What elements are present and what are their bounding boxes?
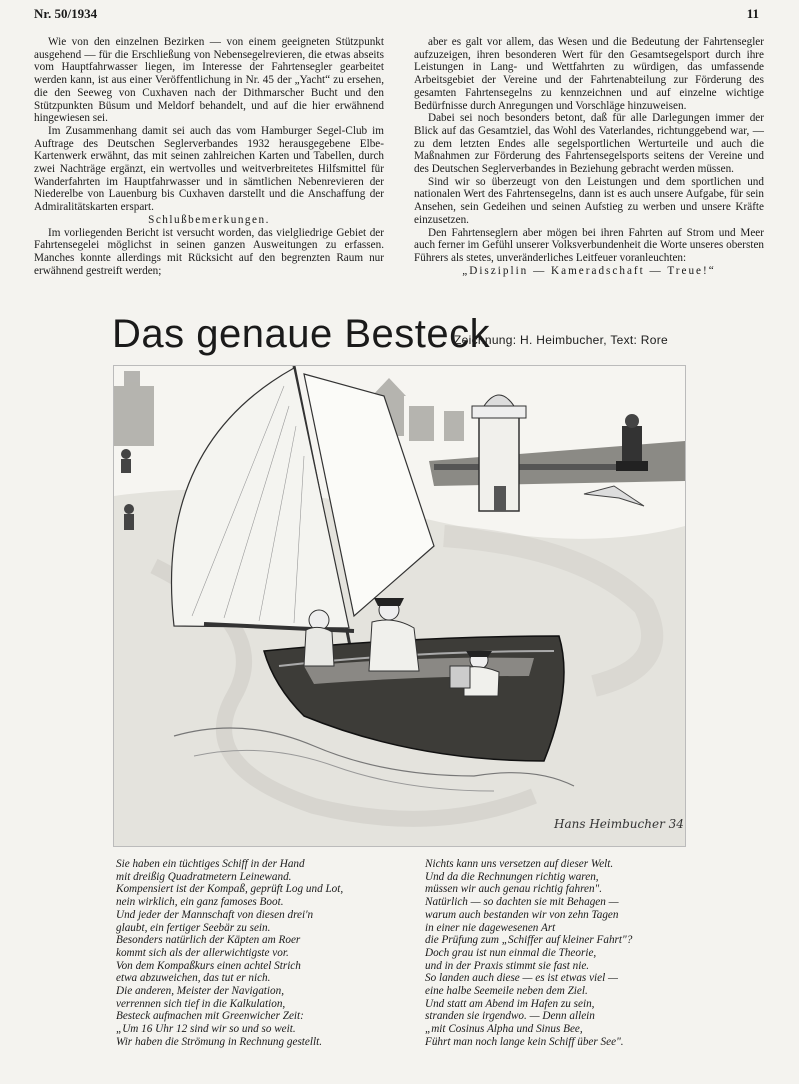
left-text-column [34, 36, 384, 277]
poem-line: Besteck aufmachen mit Greenwicher Zeit: [116, 1010, 304, 1023]
sailboat-illustration [113, 365, 686, 847]
poem-line: Sie haben ein tüchtiges Schiff in der Hand [116, 858, 305, 870]
poem-line: Doch grau ist nun einmal die Theorie, [425, 946, 597, 959]
poem-left [116, 858, 446, 1049]
section-heading: Schlußbemerkungen. [148, 213, 270, 226]
paragraph: Im Zusammenhang damit sei auch das vom Hamburger Segel-Club im Auftrage des Deutschen Seglerverbandes 1932 herausgegebene Elbe-Kartenwerk erwähnt, das mit seinen zahlreichen Karten und Tabellen, durch zwei Nachträge ergänzt, ein wertvolles und weitverbreitetes Hilfsmittel für Wanderfahrten im Hauptfahrwasser und in sämtlichen Nebenrevieren der Niederelbe von Lauenburg bis Cuxhaven darstellt und die Anschaffung der Admiralitätskarten erspart. [34, 124, 384, 214]
paragraph: Im vorliegenden Bericht ist versucht worden, das vielgliedrige Gebiet der Fahrtensegelei möglichst in seinen ganzen Ausweitungen zu erfassen. Manches konnte allerdings mit Rücksicht auf den begrenzten Raum nur erwähnend gestreift werden; [34, 226, 384, 277]
poem-line: die Prüfung zum „Schiffer auf kleiner Fahrt"? [425, 934, 633, 947]
poem-line: Natürlich — so dachten sie mit Behagen — [425, 896, 619, 909]
paragraph: Wie von den einzelnen Bezirken — von einem geeigneten Stützpunkt ausgehend — für die Erschließung von Nebensegelrevieren, die etwas abseits vom Hauptfahrwasser liegen, im Interesse der Fahrtensegler gearbeitet werden kann, ist aus einer Veröffentlichung in Nr. 45 der „Yacht“ zu ersehen, die den Seeweg von Cuxhaven nach der Dithmarscher Bucht und den Stützpunkten Büsum und Meldorf behandelt, und auf die hier erwähnend hingewiesen sei. [34, 36, 384, 125]
poem-line: glaubt, ein fertiger Seebär zu sein. [116, 921, 271, 934]
poem-line: Und jeder der Mannschaft von diesen drei'n [116, 908, 314, 921]
poem-line: Von dem Kompaßkurs einen achtel Strich [116, 959, 301, 972]
artist-signature: Hans Heimbucher 34 [554, 817, 684, 831]
poem-line: „Um 16 Uhr 12 sind wir so und so weit. [116, 1023, 296, 1036]
poem-line: etwa abzuweichen, das tut er nich. [116, 972, 271, 985]
poem-line: in einer nie dagewesenen Art [425, 921, 556, 934]
right-text-column [414, 36, 764, 277]
issue-number: Nr. 50/1934 [34, 6, 98, 21]
sailboat-drawing [114, 366, 685, 846]
lighthouse [472, 395, 526, 511]
poem-line: und in der Praxis stimmt sie fast nie. [425, 959, 590, 972]
poem-line: Und da die Rechnungen richtig waren, [425, 870, 599, 883]
poem-line: „mit Cosinus Alpha und Sinus Bee, [425, 1023, 583, 1036]
poem-line: Die anderen, Meister der Navigation, [116, 985, 284, 998]
poem-line: kommt sich als der allerwichtigste vor. [116, 946, 289, 959]
poem-line: Besonders natürlich der Käpten am Roer [116, 934, 301, 947]
poem-line: Wir haben die Strömung in Rechnung gestellt. [116, 1035, 323, 1048]
poem-line: verrennen sich tief in die Kalkulation, [116, 997, 286, 1010]
poem-line: stranden sie irgendwo. — Denn allein [425, 1010, 595, 1023]
article-credit: Zeichnung: H. Heimbucher, Text: Rore [454, 333, 669, 347]
paragraph: aber es galt vor allem, das Wesen und die Bedeutung der Fahrtensegler aufzuzeigen, ihren besonderen Wert für den Gesamtsegelsport durch ihre Leistungen in Lang- und Wettfahrten zu würdigen, das umfassende Arbeitsgebiet der Vereine und der Fahrtenabteilung zur Förderung des gesamten Fahrtensegelns zu kennzeichnen und auf einzelne wichtige Bedürfnisse durch Anregungen und Vorschläge hinzuweisen. [414, 36, 764, 112]
poem-line: mit dreißig Quadratmetern Leinewand. [116, 870, 292, 883]
poem-line: müssen wir auch genau richtig fahren". [425, 883, 603, 896]
paragraph: Den Fahrtenseglern aber mögen bei ihren Fahrten auf Strom und Meer auch ferner im Gefühl unserer Volksverbundenheit die Worte unseres obersten Führers als stetes, unveränderliches Leitfeuer voranleuchten: [414, 226, 764, 264]
paragraph: Dabei sei noch besonders betont, daß für alle Darlegungen immer der Blick auf das Gesamtziel, das Wohl des Vaterlandes, richtunggebend war, — zu dem letzten Endes alle segelsportlichen Werturteile und auch die Maßnahmen zur Förderung des Fahrtensegelsports seitens der Vereine und des Deutschen Seglerverbandes in Beziehung gebracht werden müssen. [414, 112, 764, 176]
poem-line: nein wirklich, ein ganz famoses Boot. [116, 896, 284, 909]
page-number: 11 [746, 6, 759, 21]
poem-right [425, 858, 755, 1049]
poem-line: warum auch bestanden wir von zehn Tagen [425, 908, 619, 921]
poem-line: eine halbe Seemeile neben dem Ziel. [425, 985, 588, 998]
poem-line: Führt man noch lange kein Schiff über See". [425, 1035, 624, 1048]
poem-line: So landen auch diese — es ist etwas viel — [425, 972, 618, 985]
poem-line: Kompensiert ist der Kompaß, geprüft Log und Lot, [116, 883, 344, 896]
poem-line: Nichts kann uns versetzen auf dieser Welt. [425, 858, 614, 870]
paragraph: Sind wir so überzeugt von den Leistungen und dem sportlichen und nationalen Wert des Fahrtensegelns, dann ist es auch unsere Aufgabe, für sein Ansehen, sein Gedeihen und seinen Aufstieg zu werben und unsere Kräfte einzusetzen. [414, 175, 764, 226]
motto: „Disziplin — Kameradschaft — Treue!“ [462, 264, 716, 277]
article-title: Das genaue Besteck [112, 312, 491, 356]
poem-line: Und statt am Abend im Hafen zu sein, [425, 997, 595, 1010]
